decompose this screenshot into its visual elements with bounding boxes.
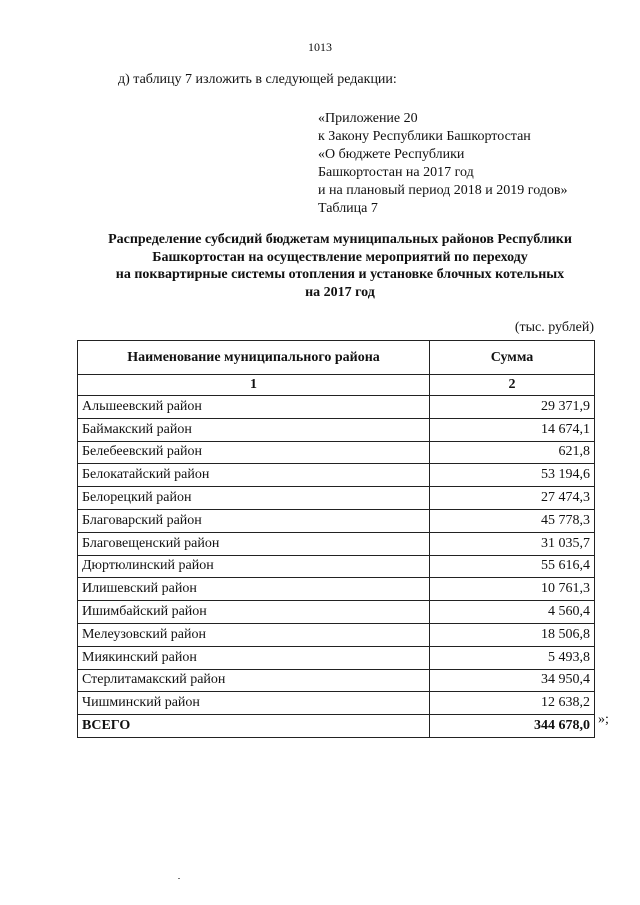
- district-name: Белебеевский район: [78, 441, 430, 464]
- title-line: на поквартирные системы отопления и установке блочных котельных: [115, 267, 565, 282]
- table-row: [78, 464, 595, 487]
- total-label: ВСЕГО: [78, 715, 430, 738]
- column-header-amount: Сумма: [430, 341, 595, 375]
- subsidy-table: [77, 340, 595, 738]
- district-amount: 5 493,8: [430, 646, 595, 669]
- district-name: Альшеевский район: [78, 396, 430, 419]
- column-number-row: [78, 375, 595, 396]
- column-number: 1: [78, 375, 430, 396]
- district-name: Мелеузовский район: [78, 623, 430, 646]
- column-number: 2: [430, 375, 595, 396]
- district-amount: 34 950,4: [430, 669, 595, 692]
- closing-quote: »;: [598, 712, 609, 727]
- table-row: [78, 441, 595, 464]
- appendix-line: к Закону Республики Башкортостан: [318, 129, 531, 144]
- table-row: [78, 623, 595, 646]
- appendix-line: и на плановый период 2018 и 2019 годов»: [318, 183, 568, 198]
- district-amount: 10 761,3: [430, 578, 595, 601]
- table-row: [78, 601, 595, 624]
- table-row: [78, 646, 595, 669]
- table-row: [78, 578, 595, 601]
- intro-text: д) таблицу 7 изложить в следующей редакции:: [118, 72, 397, 87]
- district-amount: 14 674,1: [430, 418, 595, 441]
- table-title: [60, 231, 620, 301]
- title-line: Распределение субсидий бюджетам муниципальных районов Республики: [108, 232, 572, 247]
- appendix-line: Таблица 7: [318, 201, 378, 216]
- total-amount: 344 678,0: [430, 715, 595, 738]
- table-row: [78, 669, 595, 692]
- district-name: Илишевский район: [78, 578, 430, 601]
- total-row: [78, 715, 595, 738]
- district-amount: 12 638,2: [430, 692, 595, 715]
- title-line: на 2017 год: [305, 284, 375, 300]
- district-name: Баймакский район: [78, 418, 430, 441]
- district-amount: 29 371,9: [430, 396, 595, 419]
- district-name: Белокатайский район: [78, 464, 430, 487]
- district-name: Белорецкий район: [78, 487, 430, 510]
- district-amount: 45 778,3: [430, 509, 595, 532]
- appendix-line: «Приложение 20: [318, 111, 418, 126]
- table-row: [78, 396, 595, 419]
- district-amount: 18 506,8: [430, 623, 595, 646]
- appendix-line: «О бюджете Республики: [318, 147, 465, 162]
- district-name: Благоварский район: [78, 509, 430, 532]
- district-amount: 27 474,3: [430, 487, 595, 510]
- units-label: (тыс. рублей): [514, 320, 594, 335]
- appendix-header: [318, 110, 568, 218]
- district-name: Дюртюлинский район: [78, 555, 430, 578]
- column-header-name: Наименование муниципального района: [78, 341, 430, 375]
- table-row: [78, 487, 595, 510]
- table-row: [78, 418, 595, 441]
- table-row: [78, 532, 595, 555]
- header-row: [78, 341, 595, 375]
- page-number: 1013: [308, 40, 332, 54]
- district-amount: 4 560,4: [430, 601, 595, 624]
- district-name: Ишимбайский район: [78, 601, 430, 624]
- district-amount: 621,8: [430, 441, 595, 464]
- appendix-line: Башкортостан на 2017 год: [318, 165, 474, 180]
- district-name: Благовещенский район: [78, 532, 430, 555]
- district-name: Миякинский район: [78, 646, 430, 669]
- table-row: [78, 509, 595, 532]
- district-amount: 31 035,7: [430, 532, 595, 555]
- table-row: [78, 555, 595, 578]
- table-body: [78, 341, 595, 738]
- district-name: Стерлитамакский район: [78, 669, 430, 692]
- title-line: Башкортостан на осуществление мероприятий по переходу: [152, 249, 528, 265]
- district-amount: 55 616,4: [430, 555, 595, 578]
- scan-speck: [178, 878, 180, 879]
- district-amount: 53 194,6: [430, 464, 595, 487]
- table-row: [78, 692, 595, 715]
- district-name: Чишминский район: [78, 692, 430, 715]
